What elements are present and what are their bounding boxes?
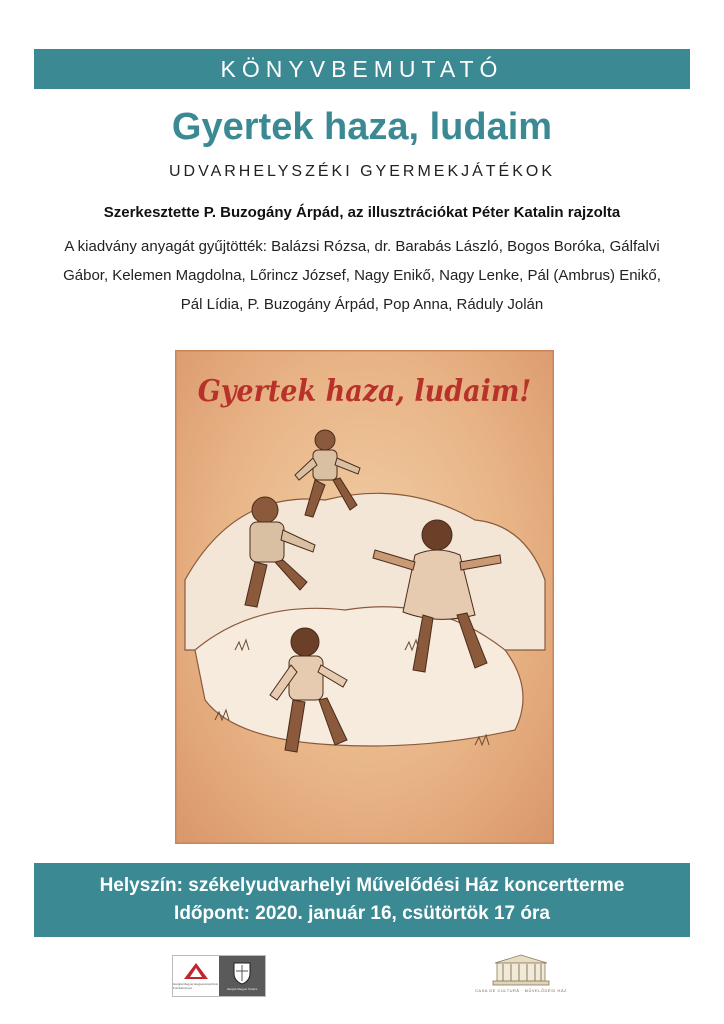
collectors-credit: A kiadvány anyagát gyűjtötték: Balázsi Rózsa, dr. Barabás László, Bogos Boróka, Gálfalvi Gábor, Kelemen Magdolna, Lőrincz József, Nagy Enikő, Nagy Lenke, Pál (Ambrus) Enikő, Pál Lídia, P. Buzogány Árpád, Pop Anna, Ráduly Jolán <box>63 238 661 313</box>
building-icon <box>489 953 553 987</box>
time-text: Időpont: 2020. január 16, csütörtök 17 óra <box>174 903 550 924</box>
book-cover-image <box>175 350 554 844</box>
culture-house-logo <box>475 953 567 999</box>
venue-text: Helyszín: székelyudvarhelyi Művelődési Ház koncertterme <box>99 875 625 896</box>
event-type-label: KÖNYVBEMUTATÓ <box>220 55 504 82</box>
coat-of-arms-icon <box>232 961 252 985</box>
book-subtitle: UDVARHELYSZÉKI GYERMEKJÁTÉKOK <box>168 163 556 180</box>
book-title: Gyertek haza, ludaim <box>171 106 553 148</box>
culture-house-caption: CASA DE CULTURĂ · MŰVELŐDÉSI HÁZ <box>475 988 567 993</box>
forraskozpont-caption: Hargita Megyei Hagyományőrzési Forrásközpont <box>173 982 219 990</box>
county-council-caption: Hargita Megyei Tanács <box>226 987 258 991</box>
forraskozpont-logo <box>173 956 219 996</box>
organizer-logos <box>172 955 266 997</box>
cover-title: Gyertek haza, ludaim! <box>197 374 532 409</box>
cover-illustration <box>175 350 554 844</box>
county-council-logo <box>219 956 265 996</box>
triangle-logo-icon <box>183 962 209 980</box>
event-info-banner <box>34 863 690 937</box>
event-type-banner <box>34 49 690 89</box>
editor-credit: Szerkesztette P. Buzogány Árpád, az illusztrációkat Péter Katalin rajzolta <box>103 204 621 221</box>
